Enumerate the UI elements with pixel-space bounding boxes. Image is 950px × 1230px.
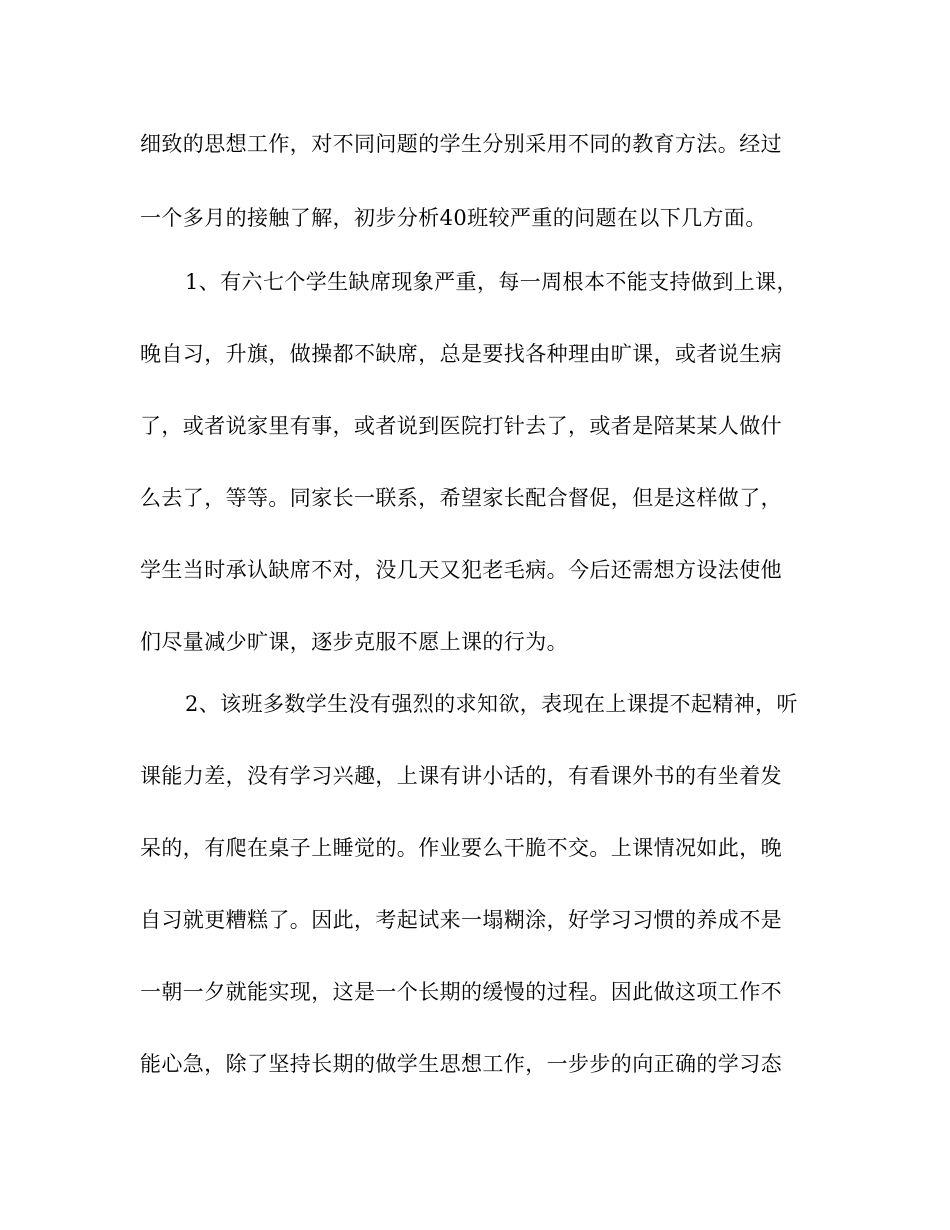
text-line: 能心急，除了坚持长期的做学生思想工作，一步步的向正确的学习态 [140,1052,782,1076]
text-line: 们尽量减少旷课，逐步克服不愿上课的行为。 [140,630,568,654]
text-line: 自习就更糟糕了。因此，考起试来一塌糊涂，好学习习惯的养成不是 [140,908,782,932]
text-line: 了，或者说家里有事，或者说到医院打针去了，或者是陪某某人做什 [140,414,782,438]
paragraph-start-line: 1、有六七个学生缺席现象严重，每一周根本不能支持做到上课， [185,270,798,294]
text-line: 呆的，有爬在桌子上睡觉的。作业要么干脆不交。上课情况如此，晚 [140,836,782,860]
text-line: 细致的思想工作，对不同问题的学生分别采用不同的教育方法。经过 [140,132,782,156]
text-line: 学生当时承认缺席不对，没几天又犯老毛病。今后还需想方设法使他 [140,558,782,582]
paragraph-start-line: 2、该班多数学生没有强烈的求知欲，表现在上课提不起精神，听 [185,692,798,716]
text-line: 么去了，等等。同家长一联系，希望家长配合督促，但是这样做了， [140,486,782,510]
text-line: 课能力差，没有学习兴趣，上课有讲小话的，有看课外书的有坐着发 [140,764,782,788]
text-line: 一朝一夕就能实现，这是一个长期的缓慢的过程。因此做这项工作不 [140,980,782,1004]
text-line: 晚自习，升旗，做操都不缺席，总是要找各种理由旷课，或者说生病 [140,342,782,366]
text-line: 一个多月的接触了解，初步分析40班较严重的问题在以下几方面。 [140,206,767,230]
